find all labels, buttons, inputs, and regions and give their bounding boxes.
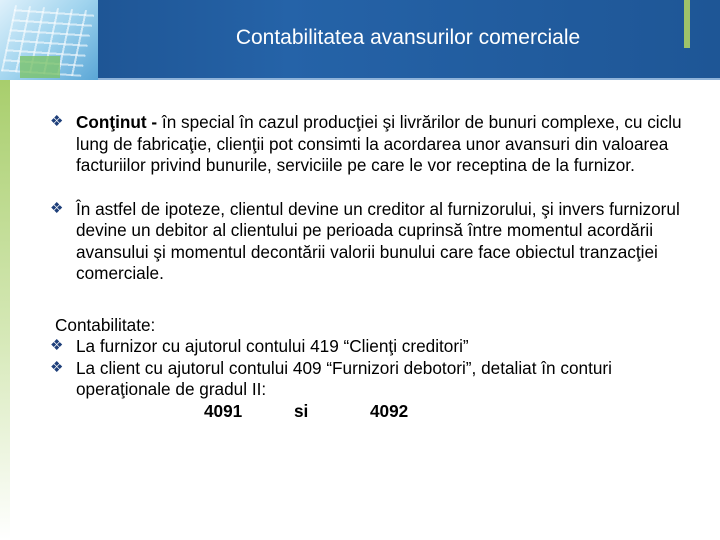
account-4091: 4091	[204, 400, 243, 421]
diamond-bullet-icon: ❖	[50, 113, 64, 130]
contabilitate-heading: Contabilitate:	[55, 314, 156, 335]
bullet-text: La furnizor cu ajutorul contului 419 “Clienţi creditori”	[76, 336, 469, 356]
bullet-bold-lead: Conţinut -	[76, 112, 158, 132]
bullet-text: La client cu ajutorul contului 409 “Furnizori debotori”, detaliat în conturi operaţionale de gradul II:	[76, 357, 612, 399]
left-gradient-stripe	[0, 80, 10, 540]
bullet-ipoteze	[50, 199, 710, 285]
slide-body	[50, 112, 710, 425]
diamond-bullet-icon: ❖	[50, 199, 64, 217]
green-block	[20, 56, 60, 78]
bullet-furnizor	[50, 336, 710, 358]
bullet-continut	[50, 112, 710, 177]
bullet-text: În astfel de ipoteze, clientul devine un creditor al furnizorului, şi invers furnizorul devine un debitor al clientului pe perioada cuprinsă între momentul acordării avansului şi momentul decontării valorii bunului care face obiectul tranzacţiei comerciale.	[76, 198, 680, 283]
diamond-bullet-icon: ❖	[50, 337, 64, 354]
diamond-bullet-icon: ❖	[50, 358, 64, 376]
banner-divider	[0, 78, 720, 80]
account-4092: 4092	[370, 400, 409, 421]
bullet-text: în special în cazul producţiei şi livrărilor de bunuri complexe, cu ciclu lung de fabricaţie, clienţii pot consimti la acordarea unor avansuri din valoarea facturiilor privind bunurile, serviciile pe care le vor receptina de la furnizor.	[76, 112, 682, 175]
bullet-client	[50, 358, 710, 401]
corner-decoration-image	[0, 0, 98, 80]
slide-title: Contabilitatea avansurilor comerciale	[235, 26, 581, 49]
account-codes-row	[50, 401, 710, 425]
account-connector: si	[294, 400, 309, 421]
